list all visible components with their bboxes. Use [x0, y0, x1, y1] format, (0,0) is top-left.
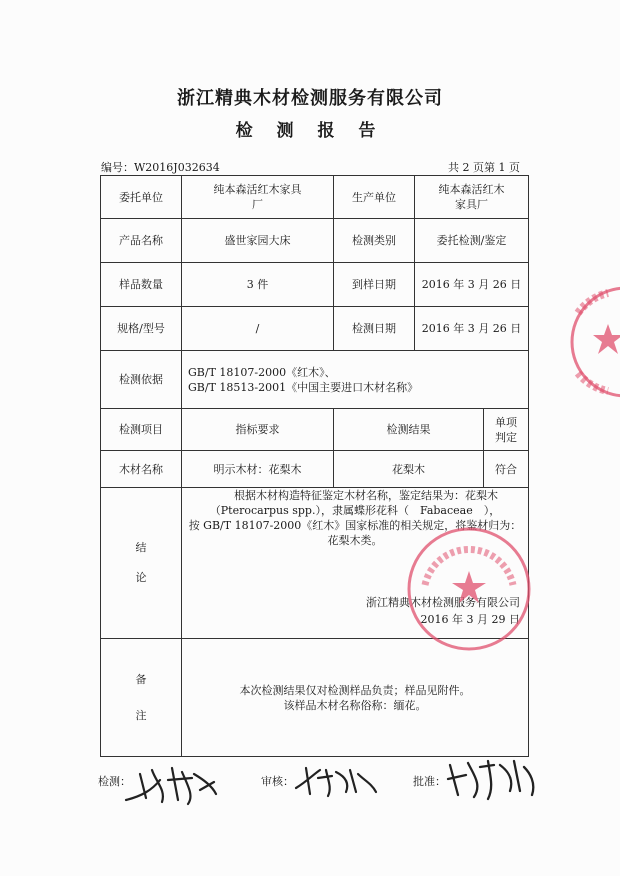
- arrival-date-value: 2016 年 3 月 26 日: [415, 263, 529, 307]
- client-label: 委托单位: [101, 176, 182, 219]
- report-title: 检 测 报 告: [235, 121, 385, 141]
- report-table: [100, 175, 529, 757]
- arrival-date-label: 到样日期: [334, 263, 415, 307]
- basis-label: 检测依据: [101, 351, 182, 409]
- manufacturer-label: 生产单位: [334, 176, 415, 219]
- manufacturer-value: 纯本森活红木家具厂: [415, 176, 529, 219]
- tester-label: 检测：: [98, 775, 131, 788]
- wood-result-row: [334, 451, 529, 488]
- conclusion-text: 根据木材构造特征鉴定木材名称，鉴定结果为：花梨木 （Pterocarpus spp.），隶属蝶形花科（ Fabaceae ）， 按 GB/T 18107-2000《红木》国家标准的相关规定，将鉴材归为： 花梨木类。 浙江精典木材检测服务有限公司 2016 年 3 月 29 日: [182, 488, 529, 639]
- sign-date: 2016 年 3 月 29 日: [420, 613, 520, 626]
- remark-text: 本次检测结果仅对检测样品负责；样品见附件。 该样品木材名称俗称：缅花。: [182, 639, 529, 757]
- result-label: 检测结果: [334, 409, 484, 450]
- reviewer-label: 审核：: [261, 775, 294, 788]
- item-label: 检测项目: [101, 409, 182, 451]
- spec-value: /: [182, 307, 334, 351]
- spec-label: 规格/型号: [101, 307, 182, 351]
- wood-result: 花梨木: [334, 451, 484, 487]
- approver-label: 批准：: [413, 775, 446, 788]
- client-value: 纯本森活红木家具厂: [182, 176, 334, 219]
- sample-qty-value: 3 件: [182, 263, 334, 307]
- test-type-label: 检测类别: [334, 219, 415, 263]
- report-number: 编号：W2016J032634: [101, 161, 220, 174]
- approver-signature: [444, 755, 544, 805]
- result-header: [334, 409, 529, 451]
- wood-indicator: 明示木材：花梨木: [182, 451, 334, 488]
- sign-org: 浙江精典木材检测服务有限公司: [366, 596, 520, 609]
- verdict-label: 单项判定: [495, 415, 517, 444]
- company-seal: [405, 525, 533, 653]
- product-value: 盛世家园大床: [182, 219, 334, 263]
- page-info: 共 2 页第 1 页: [448, 161, 520, 174]
- product-label: 产品名称: [101, 219, 182, 263]
- test-date-label: 检测日期: [334, 307, 415, 351]
- reviewer-signature: [292, 762, 382, 800]
- indicator-label: 指标要求: [182, 409, 334, 451]
- special-seal: [568, 283, 620, 401]
- test-date-value: 2016 年 3 月 26 日: [415, 307, 529, 351]
- conclusion-label: 结论: [101, 488, 182, 639]
- sample-qty-label: 样品数量: [101, 263, 182, 307]
- wood-label: 木材名称: [101, 451, 182, 488]
- wood-verdict: 符合: [495, 462, 517, 476]
- basis-value: GB/T 18107-2000《红木》、 GB/T 18513-2001《中国主要进口木材名称》: [182, 351, 529, 409]
- tester-signature: [122, 760, 222, 808]
- test-type-value: 委托检测/鉴定: [415, 219, 529, 263]
- remark-label: 备注: [101, 639, 182, 757]
- company-title: 浙江精典木材检测服务有限公司: [177, 88, 443, 109]
